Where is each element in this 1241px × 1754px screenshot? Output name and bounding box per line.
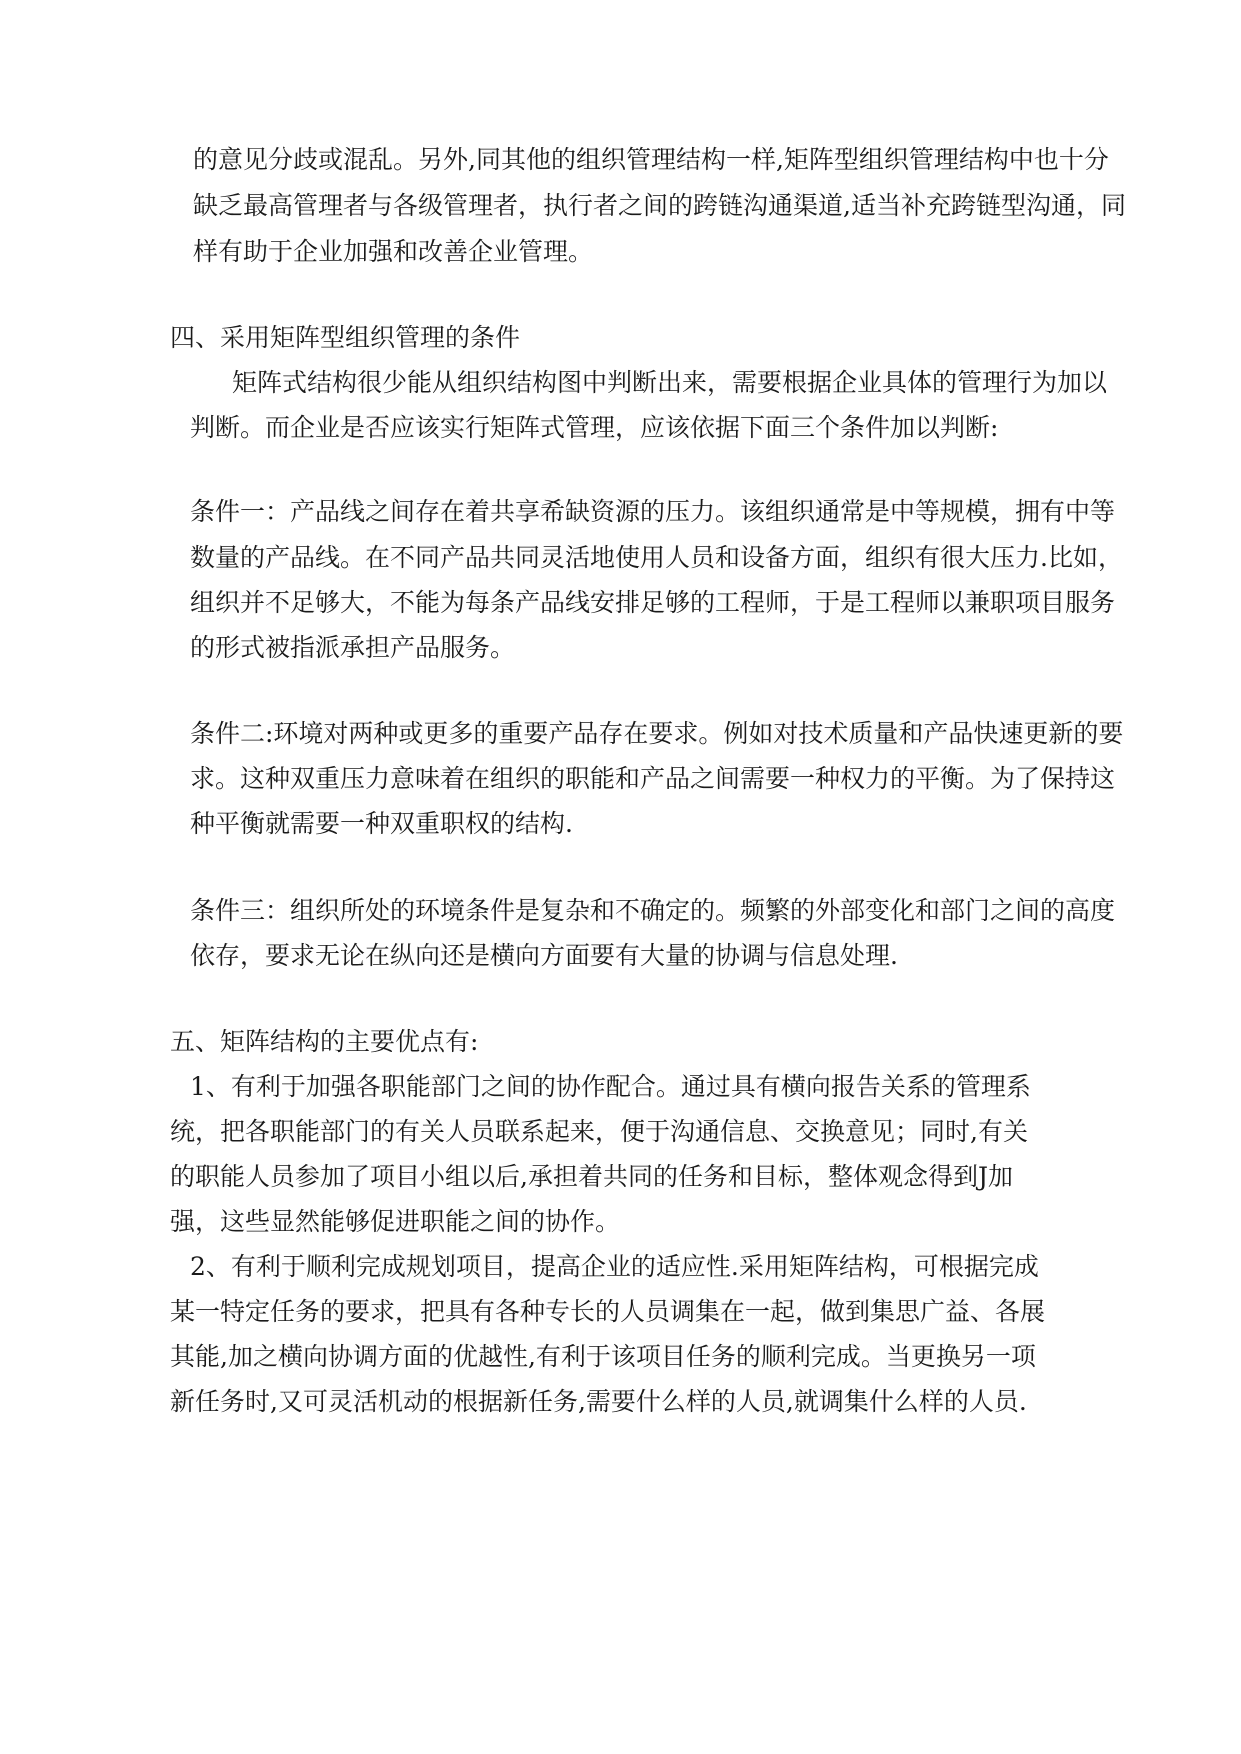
condition-three-line: 依存，要求无论在纵向还是横向方面要有大量的协调与信息处理. bbox=[190, 941, 898, 970]
condition-two-line: 求。这种双重压力意味着在组织的职能和产品之间需要一种权力的平衡。为了保持这 bbox=[190, 764, 1116, 793]
point-one-line: 的职能人员参加了项目小组以后,承担着共同的任务和目标，整体观念得到J加 bbox=[170, 1162, 1013, 1191]
point-two-line: 某一特定任务的要求，把具有各种专长的人员调集在一起，做到集思广益、各展 bbox=[170, 1297, 1046, 1326]
condition-one-line: 条件一：产品线之间存在着共享希缺资源的压力。该组织通常是中等规模，拥有中等 bbox=[190, 497, 1116, 526]
condition-two-line: 条件二:环境对两种或更多的重要产品存在要求。例如对技术质量和产品快速更新的要 bbox=[190, 719, 1124, 748]
condition-one-line: 的形式被指派承担产品服务。 bbox=[190, 633, 516, 662]
condition-three-line: 条件三：组织所处的环境条件是复杂和不确定的。频繁的外部变化和部门之间的高度 bbox=[190, 896, 1116, 925]
section-four-intro-line: 判断。而企业是否应该实行矩阵式管理，应该依据下面三个条件加以判断: bbox=[190, 413, 999, 442]
point-two-line: 其能,加之横向协调方面的优越性,有利于该项目任务的顺利完成。当更换另一项 bbox=[170, 1342, 1036, 1371]
section-four-heading: 四、采用矩阵型组织管理的条件 bbox=[170, 323, 521, 352]
intro-paragraph-line: 的意见分歧或混乱。另外,同其他的组织管理结构一样,矩阵型组织管理结构中也十分 bbox=[193, 145, 1109, 174]
section-four-intro-line: 矩阵式结构很少能从组织结构图中判断出来，需要根据企业具体的管理行为加以 bbox=[232, 368, 1108, 397]
condition-one-line: 组织并不足够大，不能为每条产品线安排足够的工程师，于是工程师以兼职项目服务 bbox=[190, 588, 1116, 617]
condition-two-line: 种平衡就需要一种双重职权的结构. bbox=[190, 809, 573, 838]
point-two-line: 新任务时,又可灵活机动的根据新任务,需要什么样的人员,就调集什么样的人员. bbox=[170, 1387, 1027, 1416]
point-one-line: 1、有利于加强各职能部门之间的协作配合。通过具有横向报告关系的管理系 bbox=[190, 1072, 1031, 1101]
point-two-line: 2、有利于顺利完成规划项目，提高企业的适应性.采用矩阵结构，可根据完成 bbox=[190, 1252, 1039, 1281]
intro-paragraph-line: 缺乏最高管理者与各级管理者，执行者之间的跨链沟通渠道,适当补充跨链型沟通，同 bbox=[193, 191, 1126, 220]
condition-one-line: 数量的产品线。在不同产品共同灵活地使用人员和设备方面，组织有很大压力.比如， bbox=[190, 543, 1123, 572]
intro-paragraph-line: 样有助于企业加强和改善企业管理。 bbox=[193, 237, 594, 266]
section-five-heading: 五、矩阵结构的主要优点有: bbox=[170, 1027, 479, 1056]
point-one-line: 统，把各职能部门的有关人员联系起来，便于沟通信息、交换意见；同时,有关 bbox=[170, 1117, 1028, 1146]
point-one-line: 强，这些显然能够促进职能之间的协作。 bbox=[170, 1207, 621, 1236]
